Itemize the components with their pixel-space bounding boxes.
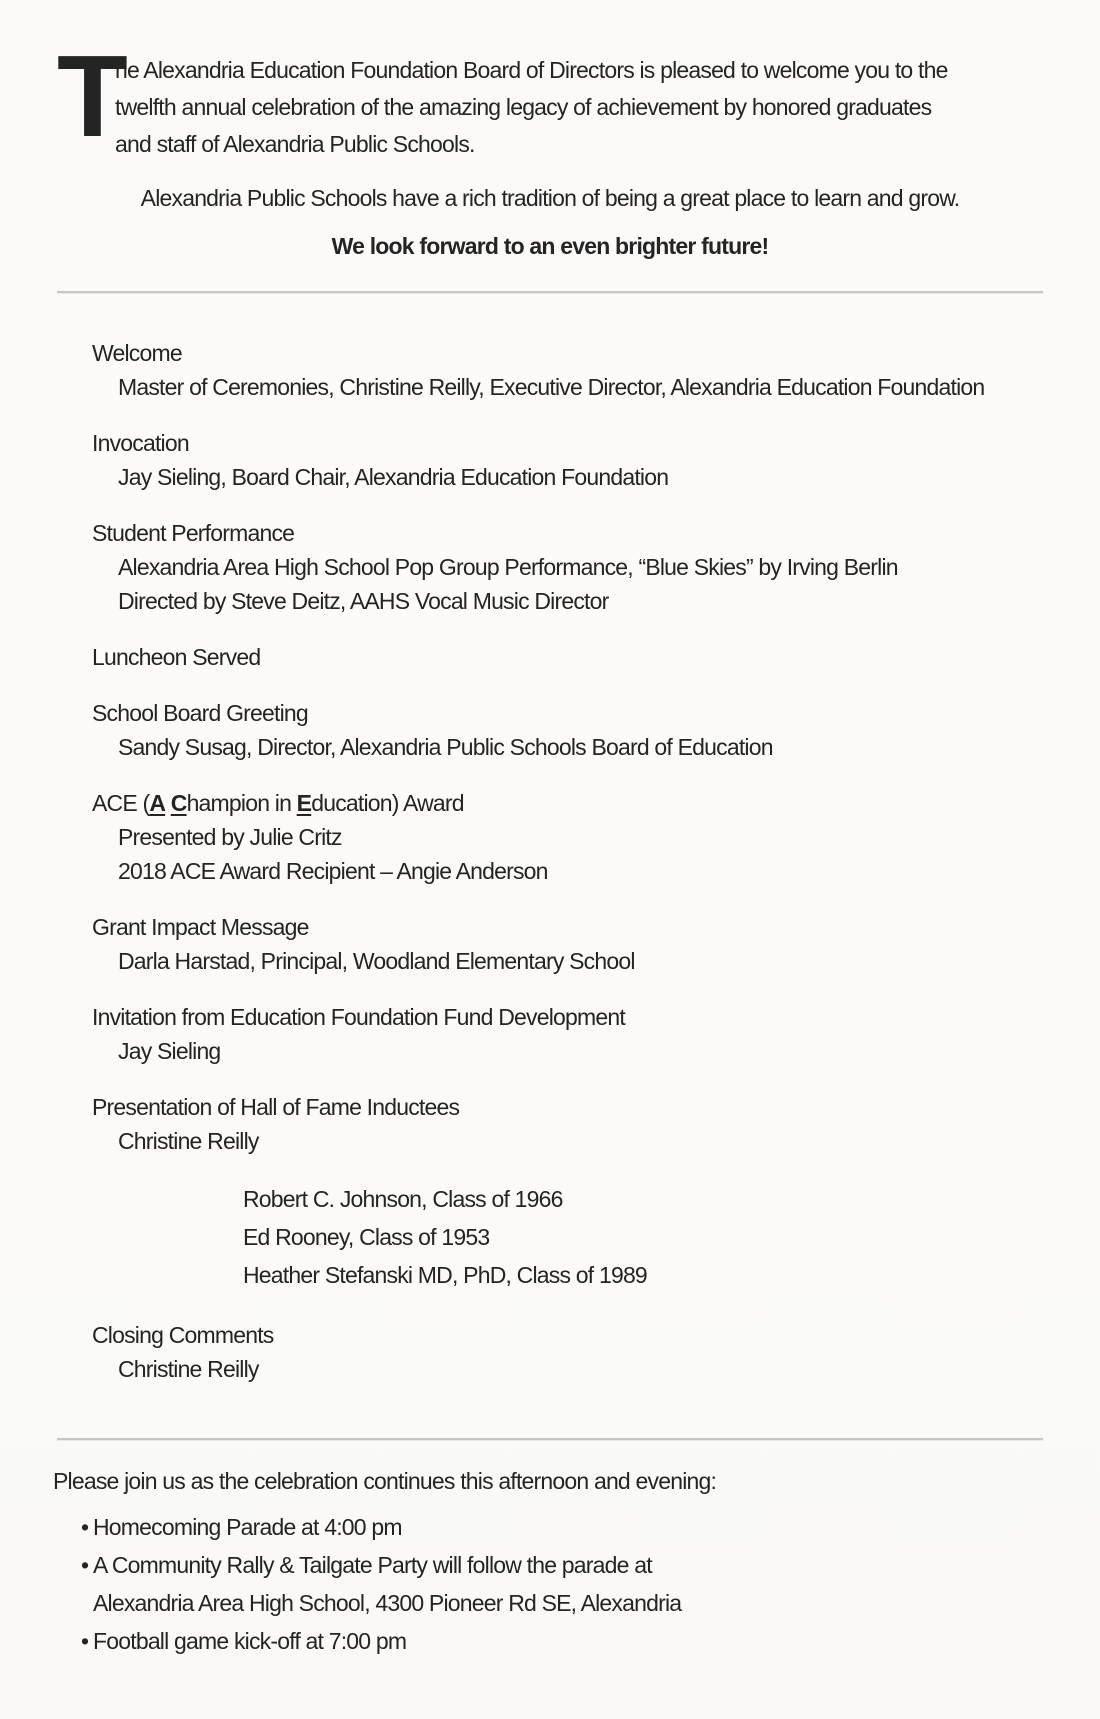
program-section-invocation xyxy=(92,426,1052,494)
footer-bullet-text: Football game kick-off at 7:00 pm xyxy=(93,1628,407,1654)
section-title: Closing Comments xyxy=(92,1322,274,1348)
section-detail: Master of Ceremonies, Christine Reilly, Executive Director, Alexandria Education Foundation xyxy=(118,374,985,400)
section-title: Invitation from Education Foundation Fund Development xyxy=(92,1004,625,1030)
section-title: Presentation of Hall of Fame Inductees xyxy=(92,1094,460,1120)
section-title: Luncheon Served xyxy=(92,644,261,670)
program-agenda xyxy=(92,336,1052,1408)
ace-underlined-e: E xyxy=(296,790,312,816)
intro-line: he Alexandria Education Foundation Board of Directors is pleased to welcome you to the xyxy=(115,57,948,83)
program-section-welcome xyxy=(92,336,1052,404)
section-detail: 2018 ACE Award Recipient – Angie Anderson xyxy=(118,858,548,884)
footer-lead: Please join us as the celebration continues this afternoon and evening: xyxy=(53,1468,717,1494)
footer-bullet-list xyxy=(53,1508,1053,1660)
program-section-closing-comments xyxy=(92,1318,1052,1386)
intro-line: and staff of Alexandria Public Schools. xyxy=(115,131,475,157)
inductee-line: Robert C. Johnson, Class of 1966 xyxy=(243,1186,563,1212)
section-detail: Directed by Steve Deitz, AAHS Vocal Music Director xyxy=(118,588,609,614)
program-section-grant-impact xyxy=(92,910,1052,978)
divider xyxy=(57,1438,1043,1440)
bullet-icon: • xyxy=(81,1552,89,1578)
divider xyxy=(57,291,1043,293)
ace-underlined-c: C xyxy=(170,790,187,816)
program-section-invitation xyxy=(92,1000,1052,1068)
ace-title-part: ACE ( xyxy=(92,790,150,816)
footer-bullet-item xyxy=(53,1546,753,1622)
section-detail: Alexandria Area High School Pop Group Performance, “Blue Skies” by Irving Berlin xyxy=(118,554,898,580)
program-section-hall-of-fame xyxy=(92,1090,1052,1158)
bullet-icon: • xyxy=(81,1514,89,1540)
footer-bullet-item xyxy=(53,1508,753,1546)
program-section-school-board-greeting xyxy=(92,696,1052,764)
section-detail: Christine Reilly xyxy=(118,1128,259,1154)
section-title: Invocation xyxy=(92,430,189,456)
inductee-line: Ed Rooney, Class of 1953 xyxy=(243,1224,490,1250)
program-section-ace-award xyxy=(92,786,1052,888)
bullet-icon: • xyxy=(81,1628,89,1654)
section-detail: Jay Sieling, Board Chair, Alexandria Education Foundation xyxy=(118,464,669,490)
drop-cap-letter: T xyxy=(57,31,128,161)
program-section-luncheon xyxy=(92,640,1052,674)
footer-bullet-item xyxy=(53,1622,753,1660)
footer-bullet-text: Homecoming Parade at 4:00 pm xyxy=(93,1514,402,1540)
intro-line: twelfth annual celebration of the amazing legacy of achievement by honored graduates xyxy=(115,94,932,120)
section-detail: Darla Harstad, Principal, Woodland Elementary School xyxy=(118,948,635,974)
ace-title-part: ducation) Award xyxy=(311,790,464,816)
section-detail: Christine Reilly xyxy=(118,1356,259,1382)
section-detail: Presented by Julie Critz xyxy=(118,824,342,850)
program-section-student-performance xyxy=(92,516,1052,618)
intro-paragraph xyxy=(115,52,948,163)
inductee-line: Heather Stefanski MD, PhD, Class of 1989 xyxy=(243,1262,647,1288)
footer-bullet-text: A Community Rally & Tailgate Party will follow the parade at Alexandria Area High School, 4300 Pioneer Rd SE, Alexandria xyxy=(93,1552,682,1616)
section-title xyxy=(92,786,1052,820)
section-detail: Sandy Susag, Director, Alexandria Public Schools Board of Education xyxy=(118,734,773,760)
section-detail: Jay Sieling xyxy=(118,1038,221,1064)
inductee-list xyxy=(243,1180,1052,1294)
section-title: Student Performance xyxy=(92,520,295,546)
ace-title-part: hampion in xyxy=(186,790,297,816)
section-title: School Board Greeting xyxy=(92,700,308,726)
ace-underlined-a: A xyxy=(149,790,166,816)
tradition-line: Alexandria Public Schools have a rich tradition of being a great place to learn and grow. xyxy=(140,185,960,211)
section-title: Welcome xyxy=(92,340,182,366)
section-title: Grant Impact Message xyxy=(92,914,309,940)
tagline: We look forward to an even brighter future! xyxy=(331,233,769,259)
footer-events xyxy=(53,1464,1053,1660)
